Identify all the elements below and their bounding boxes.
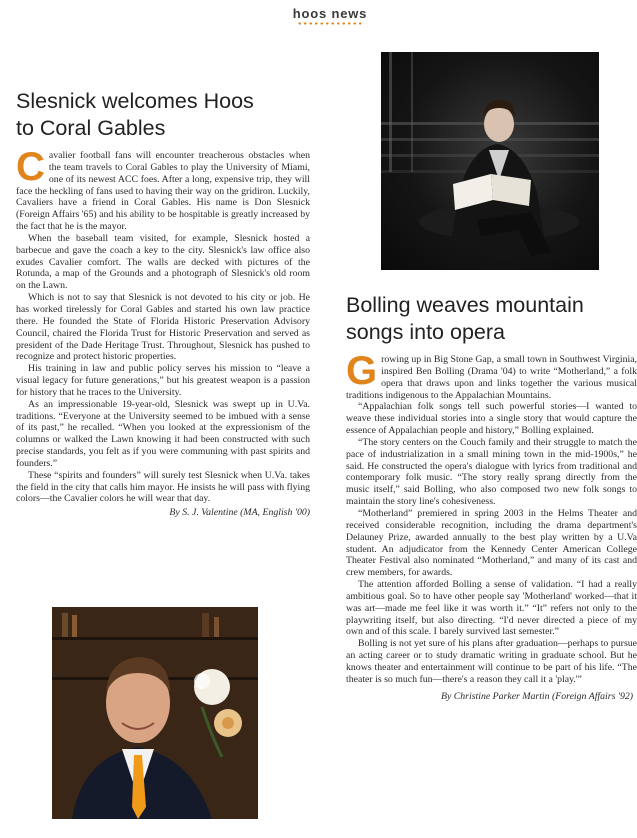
- headline-line-2: to Coral Gables: [16, 116, 166, 140]
- article-body: [346, 349, 637, 686]
- paragraph: His training in law and public policy serves his mission to “leave a visual legacy for future generations,” but his greatest weapon is a passion for history that he traces to the University.: [16, 363, 310, 398]
- headline-line-2: songs into opera: [346, 320, 505, 344]
- section-header: [285, 6, 375, 25]
- article-headline: [16, 88, 310, 142]
- paragraph: “Motherland” premiered in spring 2003 in the Helms Theater and received considerable recognition, including the drama department's Delauney Prize, awarded annually to the best play written by a U.Va student. An adjudicator from the Kennedy Center American College Theater Festival also nominated “Motherland,” and many of its cast and crew members, for awards.: [346, 507, 637, 579]
- headline-line-1: Slesnick welcomes Hoos: [16, 89, 254, 113]
- byline: By Christine Parker Martin (Foreign Affairs '92): [440, 690, 633, 702]
- byline: By S. J. Valentine (MA, English '00): [169, 507, 310, 519]
- drop-cap: C: [16, 145, 45, 189]
- slesnick-photo: [52, 607, 258, 819]
- article-slesnick: [16, 88, 310, 518]
- paragraph: “The story centers on the Couch family and their struggle to match the pace of industrialization in a small mining town in the mid-1900s,” he said. He constructed the opera's dialogue with lyrics from traditional and contemporary folk music. “The story really sprang directly from the music itself,” said Bolling, who also composed two new folk songs to maintain the story line's cohesiveness.: [346, 436, 637, 508]
- paragraph: [346, 349, 637, 401]
- bolling-photo-graphic: [381, 52, 599, 270]
- paragraph: Which is not to say that Slesnick is not devoted to his city or job. He has worked tirelessly for Coral Gables and started his own law practice there. He founded the State of Florida Historic Preservation Advisory Council, chaired the Florida Trust for Historic Preservation and served as president of the Dade Heritage Trust. Throughout, Slesnick has pushed to recognize and protect historic properties.: [16, 292, 310, 363]
- section-title: hoos news: [292, 6, 368, 21]
- paragraph: [16, 145, 310, 233]
- paragraph: The attention afforded Bolling a sense of validation. “I had a really ambitious goal. So to have other people say 'Motherland' worked—that it was art—made me feel like it was worth it.” “It” refers not only to the playwriting itself, but also directing. “I'd never directed a piece of my own and of this scale. I barely survived last semester.”: [346, 579, 637, 638]
- slesnick-photo-graphic: [52, 607, 258, 819]
- paragraph: Bolling is not yet sure of his plans after graduation—perhaps to pursue an acting career or to study dramatic writing in graduate school. But he knows theater and entertainment will continue to be part of his life. “The theater is so much fun—there's a reason they call it a 'play.'”: [346, 638, 637, 685]
- paragraph: “Appalachian folk songs tell such powerful stories—I wanted to weave these individual stories into a single story that would capture the essence of Appalachian people and history,” Bolling explained.: [346, 401, 637, 437]
- paragraph-text: avalier football fans will encounter treacherous obstacles when the team travels to Coral Gables to play the University of Miami, one of its newest ACC foes. After a long, expensive trip, they will face the heckling of fans used to having their way on the gridiron. Luckily, Cavaliers have a friend in Coral Gables. His name is Don Slesnick (Foreign Affairs '65) and his ability to be hospitable is greatly increased by the fact that he is the mayor.: [16, 150, 310, 233]
- bolling-photo: [381, 52, 599, 270]
- drop-cap: G: [346, 349, 378, 393]
- paragraph-text: rowing up in Big Stone Gap, a small town in Southwest Virginia, inspired Ben Bolling (Drama '04) to write “Motherland,” a folk opera that draws upon and links together the various musical traditions indigenous to the Appalachian Mountains.: [346, 354, 637, 401]
- paragraph: As an impressionable 19-year-old, Slesnick was swept up in U.Va. traditions. “Everyone at the University seemed to be imbued with a sense of its past,” he recalled. “When you looked at the expressionism of the columns or walked the Lawn knowing it had been constructed with such precise standards, you felt as if you were communing with past spirits and founders.”: [16, 398, 310, 469]
- paragraph: When the baseball team visited, for example, Slesnick hosted a barbecue and gave the coach a key to the city. Slesnick's law office also exudes Cavalier comfort. The walls are decked with pictures of the Rotunda, a map of the Grounds and a photograph of Slesnick's old room on the Lawn.: [16, 232, 310, 292]
- article-headline: [346, 292, 637, 346]
- paragraph: These “spirits and founders” will surely test Slesnick when U.Va. takes the field in the city that calls him mayor. He insists he will pass with flying colors—the Cavalier colors he will wear that day.: [16, 469, 310, 505]
- article-body: [16, 145, 310, 505]
- headline-line-1: Bolling weaves mountain: [346, 293, 584, 317]
- article-bolling: [346, 292, 637, 702]
- header-dot-rule: [297, 22, 363, 25]
